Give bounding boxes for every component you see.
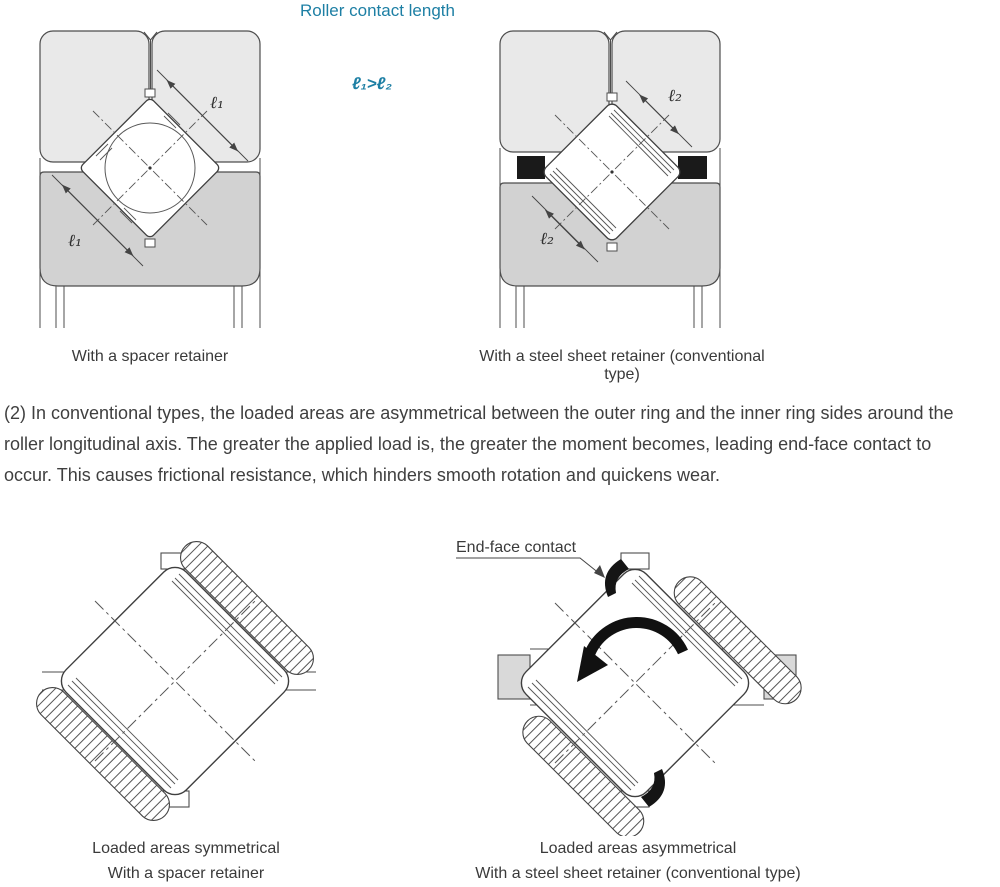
dim-label-upper: ℓ₁ bbox=[210, 93, 224, 113]
endface-leader-line bbox=[456, 558, 600, 574]
page-title: Roller contact length bbox=[300, 1, 455, 20]
caption-line: Loaded areas symmetrical bbox=[92, 840, 280, 857]
shaft-lines bbox=[516, 286, 702, 328]
roller-tab-top bbox=[145, 89, 155, 97]
roller-tab-bottom bbox=[607, 243, 617, 251]
steel-sheet-retainer-right bbox=[678, 156, 707, 179]
caption-spacer-retainer: With a spacer retainer bbox=[71, 348, 229, 365]
caption-loaded-symmetrical bbox=[36, 836, 336, 886]
roller-tab-bottom bbox=[145, 239, 155, 247]
figure-spacer-retainer bbox=[40, 31, 260, 328]
caption-loaded-asymmetrical bbox=[468, 836, 808, 886]
endface-annotation bbox=[456, 539, 605, 578]
caption-line: Loaded areas asymmetrical bbox=[539, 840, 737, 857]
contact-length-inequality: ℓ₁>ℓ₂ bbox=[352, 74, 392, 93]
endface-contact-label: End-face contact bbox=[456, 539, 577, 556]
caption-steel-sheet-retainer: With a steel sheet retainer (conventional type) bbox=[479, 348, 765, 383]
dim-label-lower: ℓ₂ bbox=[540, 229, 554, 249]
caption-line: With a spacer retainer bbox=[107, 865, 265, 882]
top-figures-canvas bbox=[0, 20, 1000, 350]
shaft-lines bbox=[56, 286, 242, 328]
endface-leader-arrowhead bbox=[594, 565, 605, 578]
steel-sheet-retainer-left bbox=[517, 156, 545, 179]
figure-loaded-symmetrical bbox=[37, 542, 316, 821]
body-paragraph: (2) In conventional types, the loaded areas are asymmetrical between the outer ring and the inner ring sides around the roller longitudinal axis. The greater the applied load is, the greater the moment becomes, leading end-face contact to occur. This causes frictional resistance, which hinders smooth rotation and quickens wear. bbox=[4, 403, 954, 485]
roller-tab-top bbox=[607, 93, 617, 101]
dim-label-upper: ℓ₂ bbox=[668, 86, 682, 106]
roller-center-dot bbox=[610, 170, 613, 173]
roller-center-dot bbox=[148, 166, 151, 169]
dim-label-lower: ℓ₁ bbox=[68, 231, 82, 251]
caption-line: With a steel sheet retainer (conventional type) bbox=[475, 865, 801, 882]
bottom-figures-canvas bbox=[0, 520, 1000, 836]
figure-loaded-asymmetrical bbox=[498, 553, 801, 836]
figure-steel-sheet-retainer bbox=[500, 31, 720, 328]
